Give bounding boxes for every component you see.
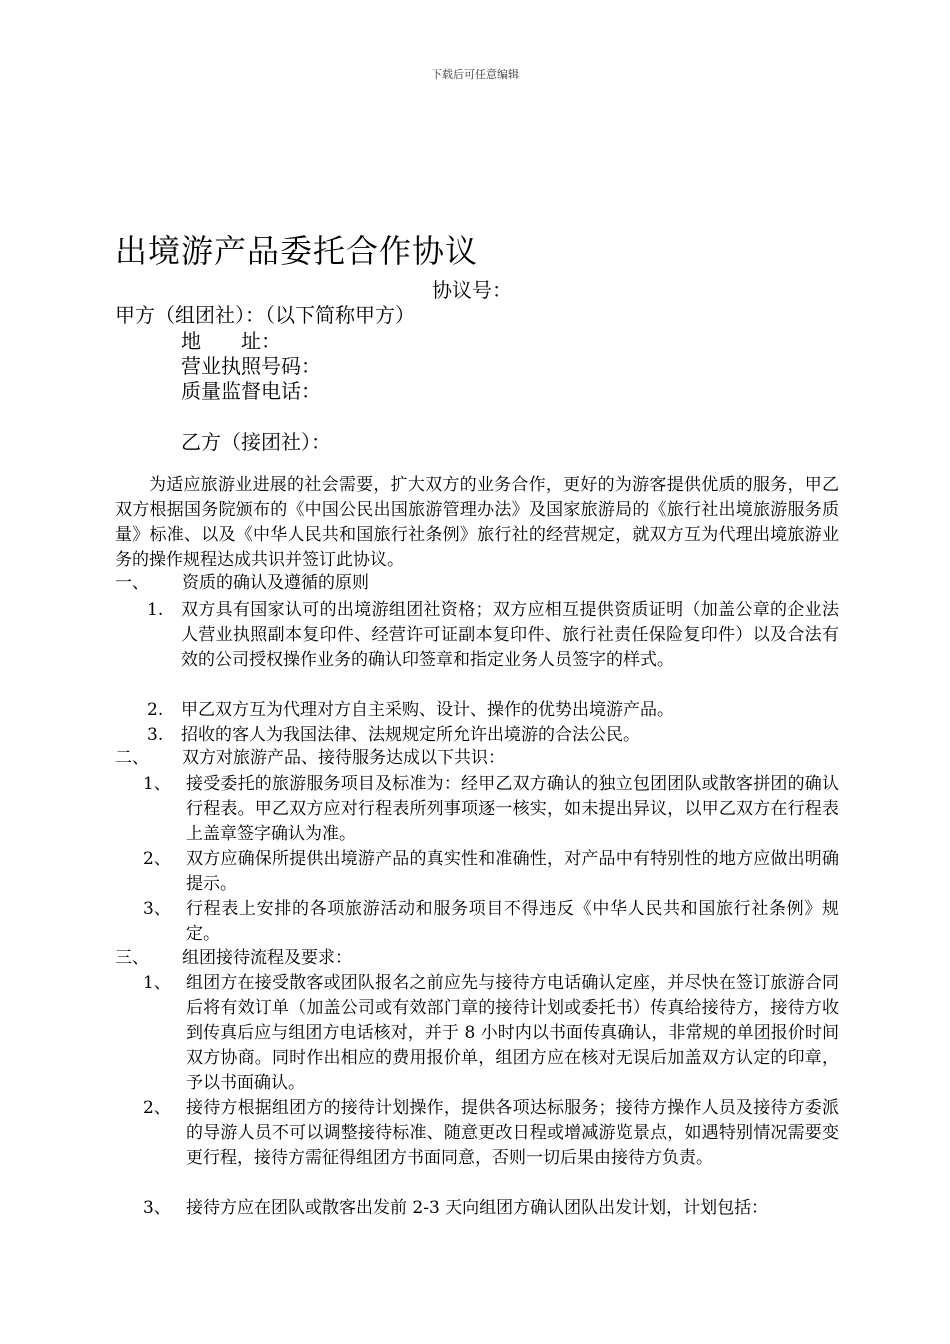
item-text: 接待方应在团队或散客出发前 2-3 天向组团方确认团队出发计划，计划包括： (186, 1198, 769, 1218)
item-number: 1、 (143, 973, 171, 993)
section-number: 二、 (115, 748, 149, 768)
item-number: 2. (147, 700, 164, 720)
item-text: 组团方在接受散客或团队报名之前应先与接待方电话确认定座，并尽快在签订旅游合同后将有效订单（加盖公司或有效部门章的接待计划或委托书）传真给接待方，接待方收到传真后应与组团方电话核对，并于 8 小时内以书面传真确认，非常规的单团报价时间双方协商。同时作出相应的费用报价单，组团方应在核对无误后加盖双方认定的印章，予以书面确认。 (186, 973, 839, 1093)
item-number: 3. (147, 725, 164, 745)
document-title: 出境游产品委托合作协议 (115, 232, 479, 270)
section-3-heading (115, 946, 839, 971)
item-text: 双方应确保所提供出境游产品的真实性和准确性，对产品中有特别性的地方应做出明确提示。 (186, 849, 839, 894)
section-2-heading (115, 746, 839, 771)
header-note: 下载后可任意编辑 (431, 68, 519, 81)
section-1-heading (115, 571, 839, 596)
intro-paragraph: 为适应旅游业进展的社会需要，扩大双方的业务合作，更好的为游客提供优质的服务，甲乙双方根据国务院颁布的《中国公民出国旅游管理办法》及国家旅游局的《旅行社出境旅游服务质量》标准、以及《中华人民共和国旅行社条例》旅行社的经营规定，就双方互为代理出境旅游业务的操作规程达成共识并签订此协议。 (115, 475, 839, 570)
item-number: 1、 (143, 774, 171, 794)
item-text: 行程表上安排的各项旅游活动和服务项目不得违反《中华人民共和国旅行社条例》规定。 (186, 899, 839, 944)
section-title: 双方对旅游产品、接待服务达成以下共识： (182, 748, 505, 768)
section-title: 资质的确认及遵循的原则 (182, 573, 369, 593)
item-number: 2、 (143, 1098, 171, 1118)
agreement-number-label: 协议号： (432, 278, 512, 302)
item-text: 接待方根据组团方的接待计划操作，提供各项达标服务；接待方操作人员及接待方委派的导游人员不可以调整接待标准、随意更改日程或增减游览景点，如遇特别情况需要变更行程，接待方需征得组团方书面同意，否则一切后果由接待方负责。 (186, 1098, 839, 1168)
item-number: 3、 (143, 1198, 171, 1218)
party-a-quality-phone: 质量监督电话： (181, 379, 321, 403)
item-number: 3、 (143, 899, 171, 919)
party-a-address: 地 址： (181, 329, 281, 353)
item-number: 2、 (143, 849, 171, 869)
party-a-label: 甲方（组团社）：（以下简称甲方） (115, 303, 415, 327)
section-title: 组团接待流程及要求： (182, 948, 352, 968)
item-text: 接受委托的旅游服务项目及标准为：经甲乙双方确认的独立包团团队或散客拼团的确认行程表。甲乙双方应对行程表所列事项逐一核实，如未提出异议，以甲乙双方在行程表上盖章签字确认为准。 (186, 774, 839, 844)
item-text: 招收的客人为我国法律、法规规定所允许出境游的合法公民。 (181, 725, 640, 745)
item-number: 1. (147, 600, 164, 620)
party-a-license: 营业执照号码： (181, 354, 321, 378)
party-b-label: 乙方（接团社）： (181, 430, 331, 454)
section-number: 一、 (115, 573, 149, 593)
section-number: 三、 (115, 948, 149, 968)
item-text: 甲乙双方互为代理对方自主采购、设计、操作的优势出境游产品。 (181, 700, 674, 720)
item-text: 双方具有国家认可的出境游组团社资格；双方应相互提供资质证明（加盖公章的企业法人营业执照副本复印件、经营许可证副本复印件、旅行社责任保险复印件）以及合法有效的公司授权操作业务的确认印签章和指定业务人员签字的样式。 (181, 600, 839, 670)
